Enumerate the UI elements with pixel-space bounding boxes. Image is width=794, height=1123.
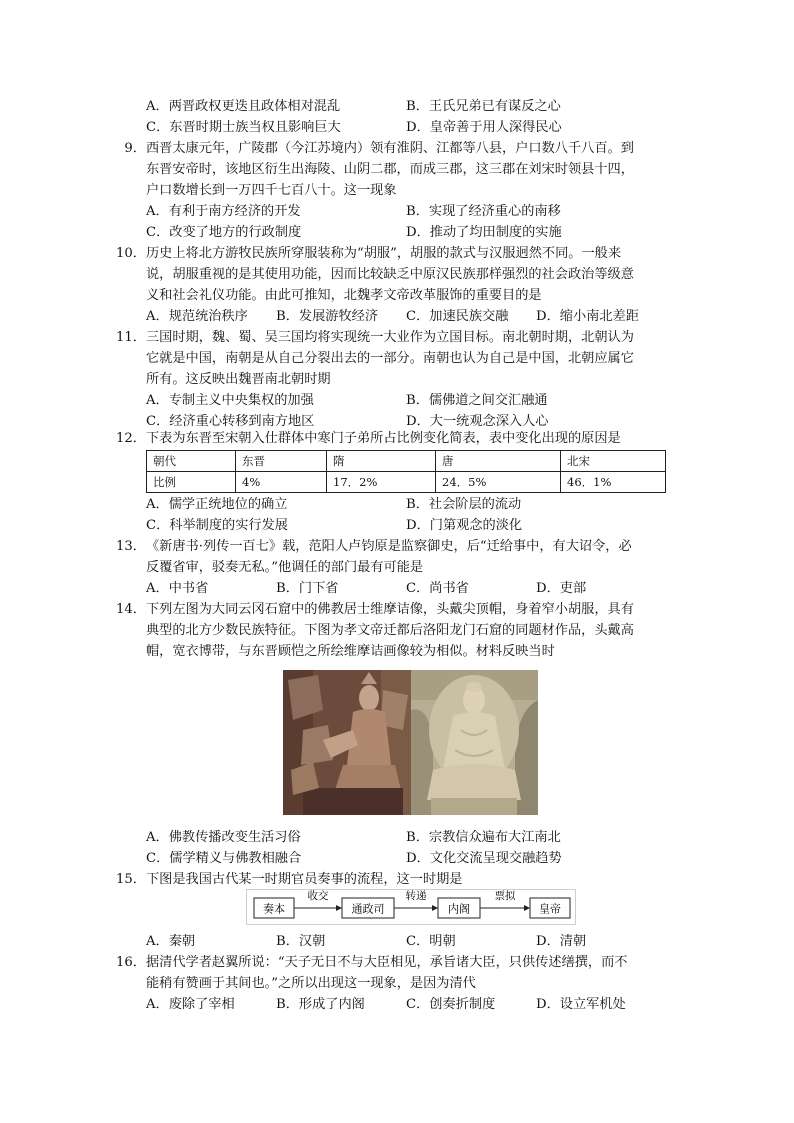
q9-option-b[interactable]: B．实现了经济重心的南移 [406, 204, 561, 219]
q13-stem-line: 《新唐书·列传一百七》载，范阳人卢钧原是监察御史，后“迁给事中，有大诏令，必 [146, 539, 632, 554]
q12-ratio-table [146, 450, 666, 493]
q14-number: 14． [116, 602, 146, 617]
q9-option-d[interactable]: D．推动了均田制度的实施 [406, 225, 562, 240]
table-cell: 17．2% [327, 472, 436, 493]
q16-option-c[interactable]: C．创奏折制度 [406, 997, 496, 1012]
table-cell: 隋 [327, 451, 436, 472]
q13-option-a[interactable]: A．中书省 [146, 581, 209, 596]
memorial-flow-diagram [246, 889, 576, 925]
table-cell: 北宋 [561, 451, 666, 472]
q13-stem-line: 反覆省审，驳奏无私。”他调任的部门最有可能是 [146, 560, 424, 575]
q14-stem-line: 典型的北方少数民族特征。下图为孝文帝迁都后洛阳龙门石窟的同题材作品，头戴高 [146, 623, 634, 638]
table-cell: 唐 [436, 451, 561, 472]
q16-option-d[interactable]: D．设立军机处 [536, 997, 626, 1012]
q8-option-b[interactable]: B．王氏兄弟已有谋反之心 [406, 99, 561, 114]
longmen-statue-image [411, 670, 538, 815]
buddhist-statues-photo [283, 670, 538, 815]
q14-stem-line: 下列左图为大同云冈石窟中的佛教居士维摩诘像，头戴尖顶帽，身着窄小胡服，具有 [146, 602, 634, 617]
q10-option-b[interactable]: B．发展游牧经济 [276, 309, 379, 324]
table-row [147, 472, 666, 493]
q10-stem-line: 历史上将北方游牧民族所穿服装称为“胡服”，胡服的款式与汉服迥然不同。一般来 [146, 246, 622, 261]
q10-stem-line: 说，胡服重视的是其使用功能，因而比较缺乏中原汉民族那样强烈的社会政治等级意 [146, 267, 634, 282]
flow-box-label: 内阁 [448, 902, 470, 916]
q14-option-d[interactable]: D．文化交流呈现交融趋势 [406, 851, 562, 866]
q11-option-a[interactable]: A．专制主义中央集权的加强 [146, 393, 314, 408]
q12-stem-line: 下表为东晋至宋朝入仕群体中寒门子弟所占比例变化简表，表中变化出现的原因是 [146, 431, 621, 446]
q11-stem-line: 它就是中国，南朝是从自己分裂出去的一部分。南朝也认为自己是中国，北朝应属它 [146, 351, 634, 366]
q10-option-a[interactable]: A．规范统治秩序 [146, 309, 248, 324]
flow-arrow-label: 转递 [405, 890, 427, 902]
q14-stem-line: 帽，宽衣博带，与东晋顾恺之所绘维摩诘画像较为相似。材料反映当时 [146, 644, 555, 659]
q9-number: 9． [124, 141, 146, 156]
table-row [147, 451, 666, 472]
yungang-statue-image [283, 670, 411, 815]
q12-option-a[interactable]: A．儒学正统地位的确立 [146, 497, 288, 512]
q11-stem-line: 三国时期，魏、蜀、吴三国均将实现统一大业作为立国目标。南北朝时期，北朝认为 [146, 330, 634, 345]
q16-number: 16． [116, 955, 146, 970]
q8-option-a[interactable]: A．两晋政权更迭且政体相对混乱 [146, 99, 341, 114]
q16-stem-line: 能稍有赞画于其间也。”之所以出现这一现象，是因为清代 [146, 976, 476, 991]
table-cell: 东晋 [236, 451, 327, 472]
flow-arrow-label: 收交 [307, 890, 329, 902]
q8-option-d[interactable]: D．皇帝善于用人深得民心 [406, 120, 562, 135]
flow-box [342, 898, 394, 918]
q15-stem-line: 下图是我国古代某一时期官员奏事的流程，这一时期是 [146, 872, 463, 887]
flow-box [438, 898, 480, 918]
q15-option-a[interactable]: A．秦朝 [146, 934, 196, 949]
q10-stem-line: 义和社会礼仪功能。由此可推知，北魏孝文帝改革服饰的重要目的是 [146, 288, 542, 303]
q11-number: 11． [116, 330, 146, 345]
q10-option-c[interactable]: C．加速民族交融 [406, 309, 509, 324]
q11-option-c[interactable]: C．经济重心转移到南方地区 [146, 414, 315, 429]
flow-box [530, 898, 570, 918]
q8-option-c[interactable]: C．东晋时期士族当权且影响巨大 [146, 120, 341, 135]
q14-option-c[interactable]: C．儒学精义与佛教相融合 [146, 851, 302, 866]
q15-option-b[interactable]: B．汉朝 [276, 934, 326, 949]
table-cell: 朝代 [147, 451, 236, 472]
q10-number: 10． [116, 246, 146, 261]
table-cell: 24．5% [436, 472, 561, 493]
q11-option-d[interactable]: D．大一统观念深入人心 [406, 414, 549, 429]
q13-option-c[interactable]: C．尚书省 [406, 581, 469, 596]
table-cell: 4% [236, 472, 327, 493]
q16-option-a[interactable]: A．废除了宰相 [146, 997, 235, 1012]
q9-option-c[interactable]: C．改变了地方的行政制度 [146, 225, 302, 240]
q15-option-d[interactable]: D．清朝 [536, 934, 587, 949]
flow-box-label: 皇帝 [539, 902, 561, 916]
flow-box-label: 奏本 [263, 902, 285, 916]
q16-stem-line: 据清代学者赵翼所说：“天子无日不与大臣相见，承旨诸大臣，只供传述缮撰，而不 [146, 955, 628, 970]
q12-option-b[interactable]: B．社会阶层的流动 [406, 497, 522, 512]
q10-option-d[interactable]: D．缩小南北差距 [536, 309, 639, 324]
table-cell: 比例 [147, 472, 236, 493]
q15-number: 15． [116, 872, 146, 887]
q13-option-b[interactable]: B．门下省 [276, 581, 339, 596]
q9-option-a[interactable]: A．有利于南方经济的开发 [146, 204, 301, 219]
flow-arrow-label: 票拟 [494, 890, 516, 902]
q11-option-b[interactable]: B．儒佛道之间交汇融通 [406, 393, 548, 408]
q9-stem-line: 户口数增长到一万四千七百八十。这一现象 [146, 183, 397, 198]
q9-stem-line: 东晋安帝时，该地区衍生出海陵、山阴二郡，而成三郡，这三郡在刘宋时领县十四， [146, 162, 634, 177]
q9-stem-line: 西晋太康元年，广陵郡（今江苏境内）领有淮阴、江都等八县，户口数八千八百。到 [146, 141, 634, 156]
q13-option-d[interactable]: D．吏部 [536, 581, 587, 596]
q12-option-d[interactable]: D．门第观念的淡化 [406, 518, 523, 533]
table-cell: 46．1% [561, 472, 666, 493]
flow-box [254, 898, 294, 918]
q13-number: 13． [116, 539, 146, 554]
q14-option-a[interactable]: A．佛教传播改变生活习俗 [146, 830, 301, 845]
q12-number: 12． [116, 431, 146, 446]
q11-stem-line: 所有。这反映出魏晋南北朝时期 [146, 372, 331, 387]
q12-option-c[interactable]: C．科举制度的实行发展 [146, 518, 288, 533]
flow-box-label: 通政司 [351, 902, 385, 916]
q14-option-b[interactable]: B．宗教信众遍布大江南北 [406, 830, 561, 845]
q15-option-c[interactable]: C．明朝 [406, 934, 456, 949]
q16-option-b[interactable]: B．形成了内阁 [276, 997, 365, 1012]
